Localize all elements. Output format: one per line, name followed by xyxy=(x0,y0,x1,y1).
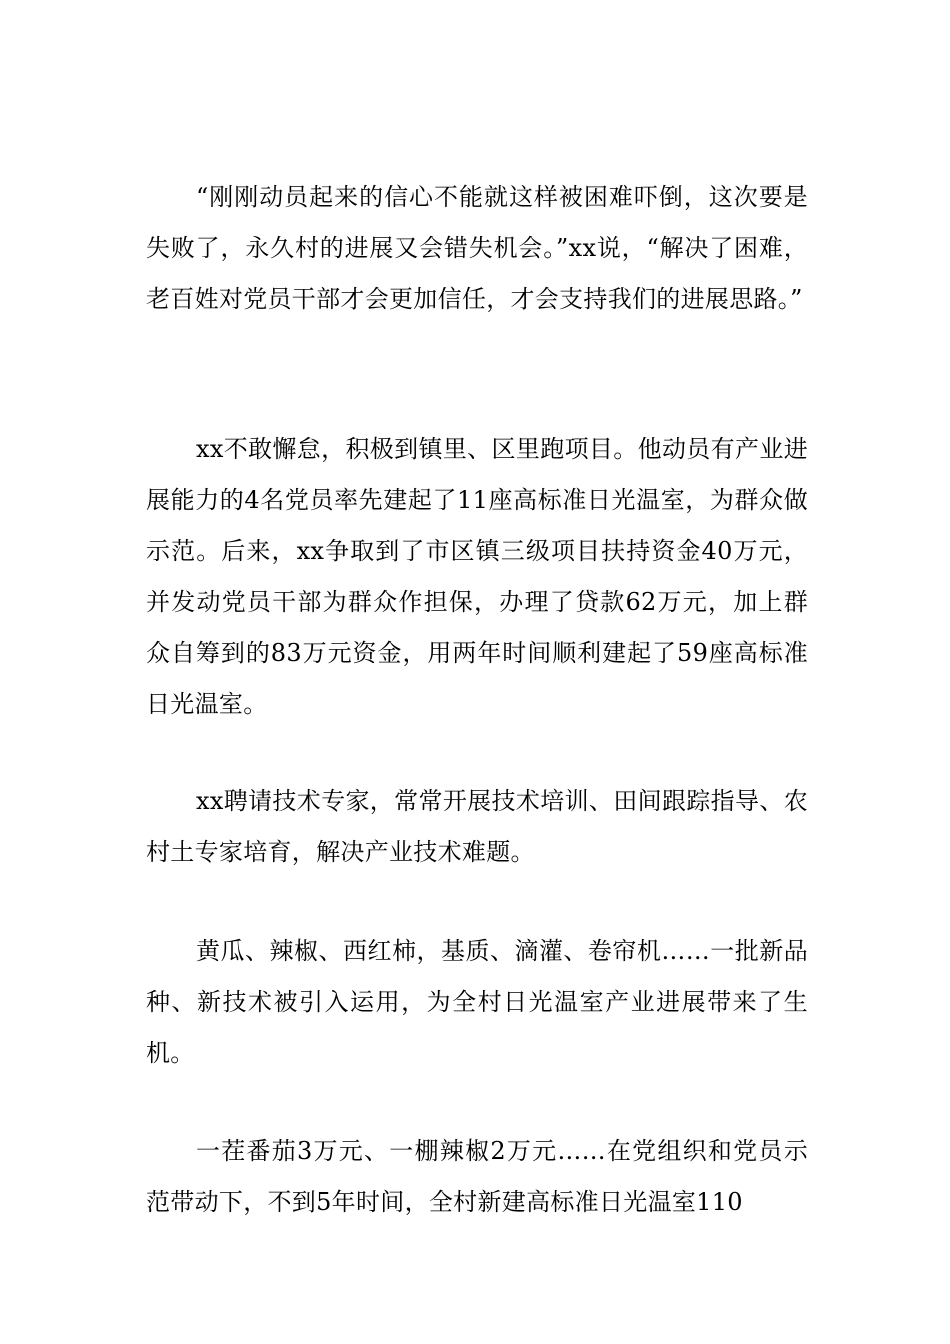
document-page xyxy=(146,0,808,1344)
paragraph-income: 一茬番茄3万元、一棚辣椒2万元……在党组织和党员示范带动下，不到5年时间，全村新建高标准日光温室110 xyxy=(146,1137,808,1216)
paragraph-new-varieties: 黄瓜、辣椒、西红柿，基质、滴灌、卷帘机……一批新品种、新技术被引入运用，为全村日光温室产业进展带来了生机。 xyxy=(146,937,808,1067)
paragraph-experts: xx聘请技术专家，常常开展技术培训、田间跟踪指导、农村土专家培育，解决产业技术难题。 xyxy=(146,787,808,866)
paragraph-confidence: “刚刚动员起来的信心不能就这样被困难吓倒，这次要是失败了，永久村的进展又会错失机会。”xx说，“解决了困难，老百姓对党员干部才会更加信任，才会支持我们的进展思路。” xyxy=(146,183,808,313)
paragraph-projects: xx不敢懈怠，积极到镇里、区里跑项目。他动员有产业进展能力的4名党员率先建起了11座高标准日光温室，为群众做示范。后来，xx争取到了市区镇三级项目扶持资金40万元，并发动党员干部为群众作担保，办理了贷款62万元，加上群众自筹到的83万元资金，用两年时间顺利建起了59座高标准日光温室。 xyxy=(146,435,808,718)
